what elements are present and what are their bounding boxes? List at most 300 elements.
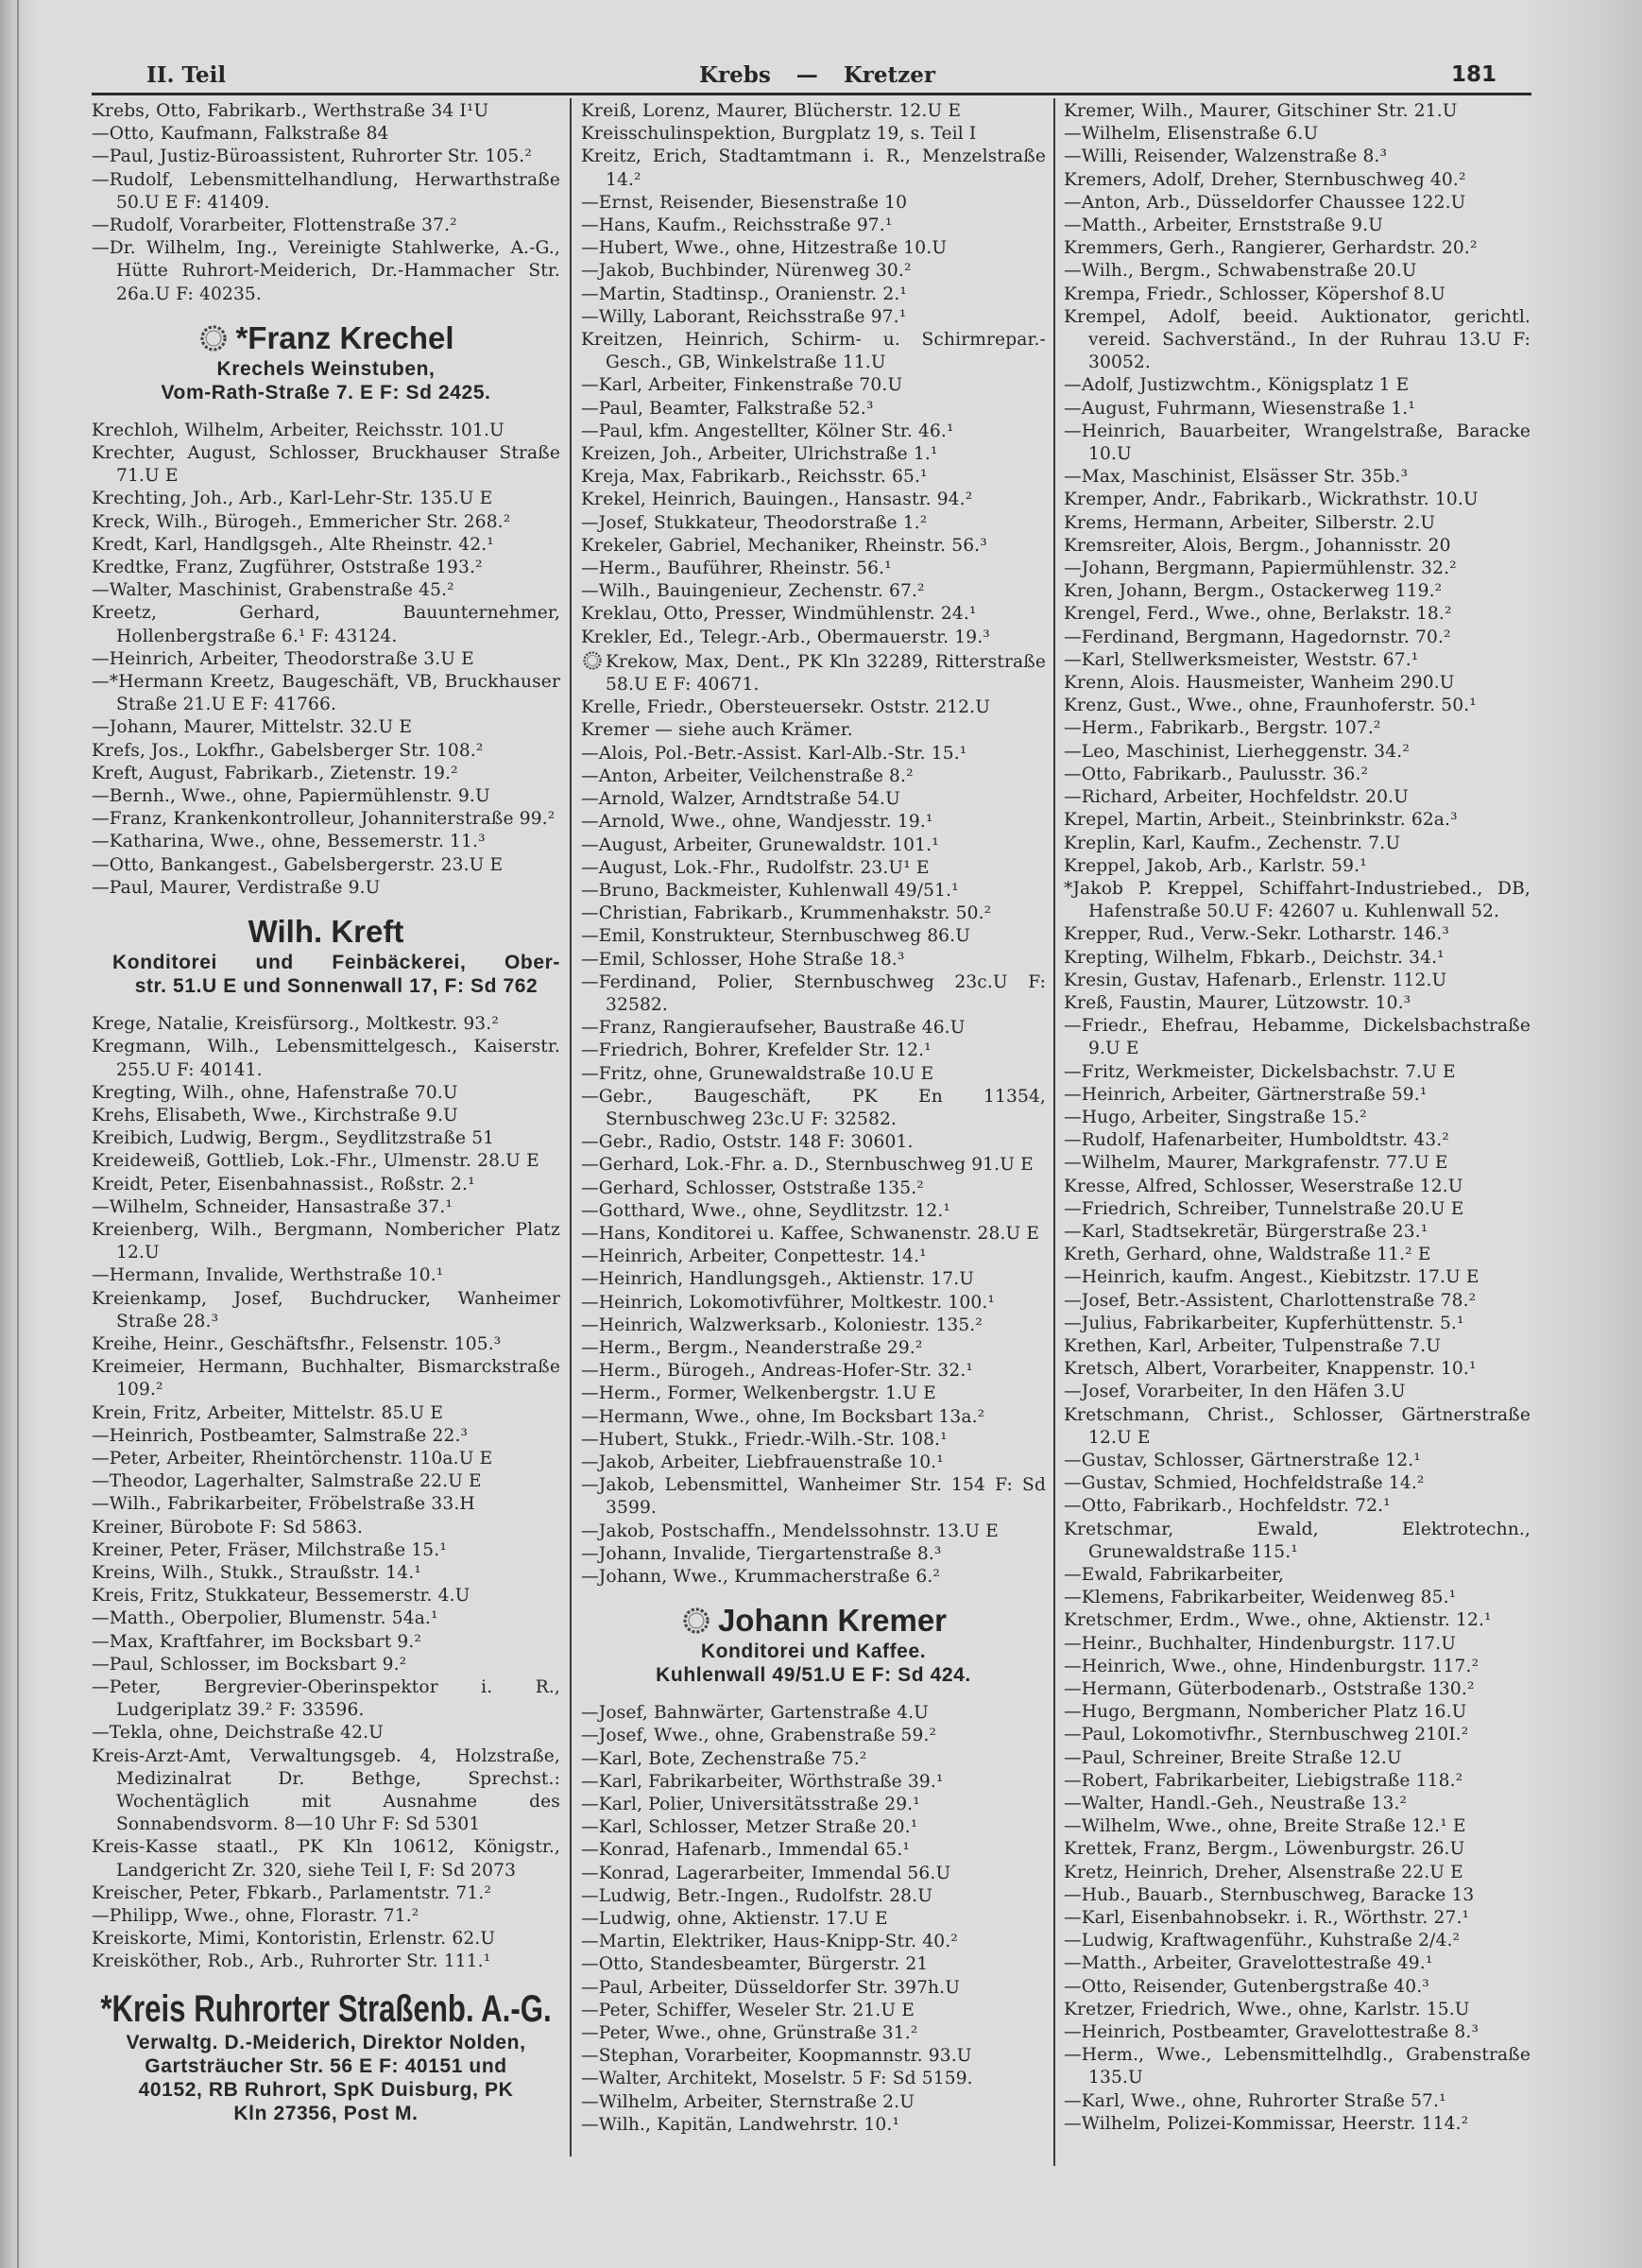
- entry-text: Kretsch, Albert, Vorarbeiter, Knappenstr. 10.¹: [1064, 1359, 1477, 1380]
- page-binding-edge: [17, 0, 19, 2268]
- entry-text: Kreitzen, Heinrich, Schirm- u. Schirmrepar.-Gesch., GB, Winkelstraße 11.U: [581, 330, 1046, 373]
- directory-entry: [1064, 1609, 1531, 1632]
- entry-text: —Ewald, Fabrikarbeiter,: [1064, 1565, 1285, 1585]
- directory-entry: [581, 603, 1046, 626]
- entry-text: —Fritz, ohne, Grunewaldstraße 10.U E: [581, 1063, 934, 1084]
- directory-entry: [1064, 1107, 1531, 1129]
- entry-text: Kreizen, Joh., Arbeiter, Ulrichstraße 1.¹: [581, 444, 938, 465]
- entry-text: Kreisköther, Rob., Arb., Ruhrorter Str. 111.¹: [92, 1951, 491, 1972]
- directory-entry: [92, 1219, 560, 1264]
- directory-entry: [1064, 786, 1531, 809]
- entry-text: —Anton, Arbeiter, Veilchenstraße 8.²: [581, 765, 914, 786]
- entry-text: —August, Lok.-Fhr., Rudolfstr. 23.U¹ E: [581, 857, 930, 878]
- entry-text: Kreibich, Ludwig, Bergm., Seydlitzstraße 51: [92, 1128, 495, 1149]
- directory-entry: [581, 1383, 1046, 1405]
- entry-text: —Johann, Maurer, Mittelstr. 32.U E: [92, 717, 413, 738]
- directory-entry: [581, 1063, 1046, 1086]
- directory-entry: [581, 421, 1046, 443]
- entry-text: —Karl, Schlosser, Metzer Straße 20.¹: [581, 1817, 918, 1838]
- directory-entry: [1064, 1221, 1531, 1244]
- entry-text: —Walter, Maschinist, Grabenstraße 45.²: [92, 580, 454, 601]
- entry-text: —Wilhelm, Arbeiter, Sternstraße 2.U: [581, 2091, 915, 2112]
- entry-text: Krenn, Alois. Hausmeister, Wanheim 290.U: [1064, 673, 1455, 694]
- directory-entry: [1064, 1152, 1531, 1175]
- directory-entry: [1064, 1999, 1531, 2021]
- directory-entry: [1064, 466, 1531, 489]
- entry-text: Kremer — siehe auch Krämer.: [581, 720, 853, 741]
- entry-text: —Paul, Maurer, Verdistraße 9.U: [92, 877, 381, 898]
- advertisement-line: Vom-Rath-Straße 7. E F: Sd 2425.: [161, 381, 491, 404]
- directory-entry: [92, 169, 560, 215]
- entry-text: Kretschmann, Christ., Schlosser, Gärtnerstraße 12.U E: [1064, 1404, 1531, 1448]
- entry-text: —Heinrich, Postbeamter, Gravelottestraße 8.³: [1064, 2022, 1480, 2043]
- directory-entry: [1064, 192, 1531, 215]
- directory-entry: [1064, 1358, 1531, 1381]
- directory-entry: [1064, 1176, 1531, 1198]
- entry-text: —Bernh., Wwe., ohne, Papiermühlenstr. 9.U: [92, 786, 490, 807]
- directory-entry: [1064, 215, 1531, 237]
- entry-text: —Wilh., Kapitän, Landwehrstr. 10.¹: [581, 2114, 900, 2135]
- directory-entry: [581, 880, 1046, 902]
- advertisement-title-text: *Franz Krechel: [235, 319, 454, 355]
- entry-text: —Herm., Bürogeh., Andreas-Hofer-Str. 32.¹: [581, 1361, 974, 1382]
- entry-text: —Friedrich, Bohrer, Krefelder Str. 12.¹: [581, 1040, 932, 1061]
- directory-entry: [1064, 1930, 1531, 1952]
- directory-entry: [1064, 627, 1531, 649]
- directory-entry: [1064, 1335, 1531, 1358]
- directory-entry: [581, 1885, 1046, 1908]
- entry-text: —Paul, Lokomotivfhr., Sternbuschweg 210I.²: [1064, 1725, 1469, 1745]
- entry-text: —Gustav, Schmied, Hochfeldstraße 14.²: [1064, 1473, 1425, 1494]
- entry-text: Kreiner, Bürobote F: Sd 5863.: [92, 1517, 364, 1538]
- directory-entry: [1064, 2090, 1531, 2113]
- directory-entry: [92, 1448, 560, 1470]
- column-divider: [1053, 98, 1055, 2166]
- entry-text: —Peter, Bergrevier-Oberinspektor i. R., Ludgeriplatz 39.² F: 33596.: [92, 1676, 560, 1721]
- entry-text: Kreft, August, Fabrikarb., Zietenstr. 19.²: [92, 763, 458, 783]
- directory-entry: [92, 1105, 560, 1127]
- entry-text: —Ludwig, Betr.-Ingen., Rudolfstr. 28.U: [581, 1885, 933, 1906]
- directory-entry: [581, 1223, 1046, 1246]
- directory-entry: [581, 215, 1046, 237]
- entry-text: Kregmann, Wilh., Lebensmittelgesch., Kaiserstr. 255.U F: 40141.: [92, 1037, 560, 1080]
- directory-entry: [1064, 603, 1531, 626]
- entry-text: Krekler, Ed., Telegr.-Arb., Obermauerstr. 19.³: [581, 627, 990, 647]
- entry-text: —Johann, Bergmann, Papiermühlenstr. 32.²: [1064, 558, 1457, 579]
- entry-text: —Hub., Bauarb., Sternbuschweg, Baracke 13: [1064, 1884, 1475, 1905]
- directory-entry: [92, 1722, 560, 1744]
- entry-text: —Heinrich, Lokomotivführer, Moltkestr. 100.¹: [581, 1292, 995, 1313]
- directory-entry: [92, 488, 560, 510]
- page-number: 181: [1451, 62, 1497, 87]
- entry-text: —Gebr., Baugeschäft, PK En 11354, Sternbuschweg 23c.U F: 32582.: [581, 1086, 1046, 1129]
- entry-text: —August, Fuhrmann, Wiesenstraße 1.¹: [1064, 398, 1415, 419]
- entry-text: —Jakob, Buchbinder, Nürenweg 30.²: [581, 261, 912, 282]
- entry-text: —Katharina, Wwe., ohne, Bessemerstr. 11.³: [92, 832, 486, 852]
- directory-entry: [581, 374, 1046, 397]
- directory-entry: [581, 1748, 1046, 1771]
- directory-entry: [581, 1246, 1046, 1268]
- entry-text: Krempel, Adolf, beeid. Auktionator, gerichtl. vereid. Sachverständ., In der Ruhrau 13.U F: 30052.: [1064, 306, 1531, 373]
- directory-entry: [581, 1521, 1046, 1543]
- directory-entry: [1064, 284, 1531, 306]
- entry-text: Kreth, Gerhard, ohne, Waldstraße 11.² E: [1064, 1245, 1431, 1265]
- directory-entry: [1064, 1266, 1531, 1289]
- directory-entry: [581, 1040, 1046, 1062]
- directory-entry: [1064, 809, 1531, 832]
- directory-entry: [92, 785, 560, 808]
- directory-entry: [1064, 1290, 1531, 1313]
- directory-entry: [1064, 374, 1531, 397]
- entry-text: —Jakob, Arbeiter, Liebfrauenstraße 10.¹: [581, 1452, 944, 1472]
- directory-entry: [581, 2000, 1046, 2022]
- directory-entry: [92, 1950, 560, 1973]
- directory-entry: [92, 1174, 560, 1196]
- entry-text: —Herm., Fabrikarb., Bergstr. 107.²: [1064, 718, 1381, 739]
- directory-entry: [581, 146, 1046, 191]
- entry-text: —Karl, Wwe., ohne, Ruhrorter Straße 57.¹: [1064, 2090, 1446, 2111]
- directory-entry: [581, 1268, 1046, 1291]
- directory-entry: [92, 1082, 560, 1105]
- entry-text: —Heinr., Buchhalter, Hindenburgstr. 117.U: [1064, 1633, 1457, 1654]
- advertisement: [92, 1987, 560, 2125]
- entry-text: —Paul, Schlosser, im Bocksbart 9.²: [92, 1654, 407, 1675]
- directory-entry: [92, 1882, 560, 1905]
- directory-entry: [1064, 1450, 1531, 1472]
- directory-entry: [581, 1406, 1046, 1429]
- entry-text: Kredt, Karl, Handlgsgeh., Alte Rheinstr. 42.¹: [92, 534, 494, 555]
- entry-text: —Herm., Wwe., Lebensmittelhdlg., Grabenstraße 135.U: [1064, 2045, 1531, 2088]
- entry-text: —Karl, Eisenbahnobsekr. i. R., Wörthstr. 27.¹: [1064, 1908, 1470, 1929]
- directory-entry: [581, 489, 1046, 511]
- directory-entry: [581, 1017, 1046, 1040]
- entry-text: —Martin, Elektriker, Haus-Knipp-Str. 40.²: [581, 1932, 958, 1952]
- entry-text: —Konrad, Hafenarb., Immendal 65.¹: [581, 1840, 911, 1861]
- entry-text: —Wilh., Bergm., Schwabenstraße 20.U: [1064, 261, 1417, 282]
- entry-text: —Gustav, Schlosser, Gärtnerstraße 12.¹: [1064, 1450, 1421, 1470]
- entry-text: Krechloh, Wilhelm, Arbeiter, Reichsstr. 101.U: [92, 420, 505, 440]
- advertisement-line: Konditorei und Feinbäckerei, Ober-: [112, 952, 560, 974]
- directory-entry: [581, 1360, 1046, 1383]
- directory-entry: [92, 1517, 560, 1539]
- entry-text: —Heinrich, kaufm. Angest., Kiebitzstr. 17.U E: [1064, 1267, 1480, 1288]
- entry-text: —Adolf, Justizwchtm., Königsplatz 1 E: [1064, 375, 1410, 396]
- entry-text: —Alois, Pol.-Betr.-Assist. Karl-Alb.-Str. 15.¹: [581, 743, 967, 764]
- directory-entry: [92, 237, 560, 306]
- directory-entry: [581, 2068, 1046, 2090]
- directory-entry: [92, 1127, 560, 1150]
- column-divider: [570, 98, 572, 2156]
- directory-entry: [1064, 1587, 1531, 1609]
- advertisement-title-text: Johann Kremer: [717, 1603, 948, 1639]
- directory-entry: [1064, 672, 1531, 695]
- entry-text: Krein, Fritz, Arbeiter, Mittelstr. 85.U E: [92, 1402, 444, 1423]
- entry-text: Kreienberg, Wilh., Bergmann, Nombericher Platz 12.U: [92, 1219, 560, 1263]
- entry-text: —Karl, Fabrikarbeiter, Wörthstraße 39.¹: [581, 1771, 944, 1792]
- entry-text: —Wilhelm, Schneider, Hansastraße 37.¹: [92, 1196, 453, 1217]
- entry-text: —Ferdinand, Polier, Sternbuschweg 23c.U F: 32582.: [581, 971, 1046, 1015]
- entry-text: Kreplin, Karl, Kaufm., Zechenstr. 7.U: [1064, 833, 1401, 853]
- directory-entry: [581, 1429, 1046, 1452]
- directory-entry: [581, 2091, 1046, 2114]
- entry-text: —August, Arbeiter, Grunewaldstr. 101.¹: [581, 834, 939, 855]
- entry-text: —Herm., Former, Welkenbergstr. 1.U E: [581, 1383, 936, 1404]
- entry-text: —Emil, Schlosser, Hohe Straße 18.³: [581, 949, 905, 970]
- entry-text: Krepel, Martin, Arbeit., Steinbrinkstr. 62a.³: [1064, 810, 1458, 831]
- directory-entry: [92, 1631, 560, 1654]
- directory-entry: [92, 146, 560, 168]
- directory-entry: [1064, 558, 1531, 580]
- entry-text: —Hugo, Arbeiter, Singstraße 15.²: [1064, 1107, 1367, 1127]
- directory-entry: [92, 808, 560, 831]
- entry-text: —Emil, Konstrukteur, Sternbuschweg 86.U: [581, 926, 971, 947]
- entry-text: Kreienkamp, Josef, Buchdrucker, Wanheimer Straße 28.³: [92, 1288, 560, 1332]
- directory-entry: [1064, 146, 1531, 168]
- directory-entry: [1064, 923, 1531, 946]
- directory-entry: [1064, 1061, 1531, 1084]
- directory-entry: [92, 1196, 560, 1219]
- entry-text: Krehs, Elisabeth, Wwe., Kirchstraße 9.U: [92, 1105, 458, 1125]
- entry-text: Kreitz, Erich, Stadtamtmann i. R., Menzelstraße 14.²: [581, 146, 1046, 190]
- column-middle: [581, 100, 1046, 2137]
- directory-entry: [92, 1264, 560, 1287]
- directory-entry: [581, 1200, 1046, 1223]
- entry-text: —Max, Maschinist, Elsässer Str. 35b.³: [1064, 467, 1409, 488]
- entry-text: —Heinrich, Wwe., ohne, Hindenburgstr. 117.²: [1064, 1656, 1480, 1676]
- entry-text: Krebs, Otto, Fabrikarb., Werthstraße 34 I¹U: [92, 101, 489, 121]
- entry-text: Krengel, Ferd., Wwe., ohne, Berlakstr. 18.²: [1064, 604, 1452, 625]
- entry-text: —Anton, Arb., Düsseldorfer Chaussee 122.U: [1064, 192, 1466, 213]
- directory-entry: [92, 442, 560, 488]
- entry-text: —Josef, Wwe., ohne, Grabenstraße 59.²: [581, 1726, 937, 1746]
- directory-entry: [1064, 717, 1531, 740]
- directory-entry: [92, 1676, 560, 1722]
- directory-entry: [581, 2114, 1046, 2137]
- entry-text: —Peter, Wwe., ohne, Grünstraße 31.²: [581, 2023, 918, 2044]
- directory-entry: [581, 443, 1046, 466]
- advertisement-line: Gartsträucher Str. 56 E F: 40151 und: [145, 2054, 507, 2077]
- directory-entry: [1064, 1244, 1531, 1266]
- entry-text: —Rudolf, Hafenarbeiter, Humboldtstr. 43.²: [1064, 1130, 1449, 1151]
- entry-text: —Walter, Architekt, Moselstr. 5 F: Sd 5159.: [581, 2069, 973, 2089]
- entry-text: —Christian, Fabrikarb., Krummenhakstr. 50.²: [581, 903, 992, 924]
- directory-entry: [581, 949, 1046, 971]
- entry-text: Kretschmar, Ewald, Elektrotechn., Grunewaldstraße 115.¹: [1064, 1519, 1531, 1562]
- directory-entry: [581, 743, 1046, 765]
- entry-text: Kreihe, Heinr., Geschäftsfhr., Felsenstr. 105.³: [92, 1333, 502, 1354]
- entry-text: —Peter, Arbeiter, Rheintörchenstr. 110a.U E: [92, 1448, 493, 1469]
- entry-text: Krekel, Heinrich, Bauingen., Hansastr. 94.²: [581, 490, 973, 510]
- directory-entry: [1064, 1793, 1531, 1815]
- directory-entry: [581, 1543, 1046, 1566]
- directory-entry: [581, 902, 1046, 925]
- directory-entry: [92, 1150, 560, 1173]
- entry-text: Kregting, Wilh., ohne, Hafenstraße 70.U: [92, 1082, 458, 1103]
- directory-entry: [581, 260, 1046, 283]
- entry-text: —Paul, Beamter, Falkstraße 52.³: [581, 398, 874, 419]
- page-range-heading: [699, 62, 935, 88]
- directory-entry: [1064, 649, 1531, 672]
- directory-entry: [92, 123, 560, 146]
- advertisement-line: 40152, RB Ruhrort, SpK Duisburg, PK: [138, 2078, 514, 2101]
- entry-text: Kreiß, Lorenz, Maurer, Blücherstr. 12.U E: [581, 101, 962, 121]
- entry-text: —Friedr., Ehefrau, Hebamme, Dickelsbachstraße 9.U E: [1064, 1016, 1531, 1059]
- column-right: [1064, 100, 1531, 2136]
- entry-text: Krelle, Friedr., Obersteuersekr. Oststr. 212.U: [581, 697, 991, 718]
- entry-text: Kremer, Wilh., Maurer, Gitschiner Str. 21.U: [1064, 101, 1458, 121]
- directory-entry: [581, 558, 1046, 580]
- entry-text: —Heinrich, Postbeamter, Salmstraße 22.³: [92, 1425, 469, 1446]
- entry-text: —Otto, Fabrikarb., Paulusstr. 36.²: [1064, 764, 1369, 784]
- directory-entry: [581, 1908, 1046, 1931]
- entry-text: —Friedrich, Schreiber, Tunnelstraße 20.U E: [1064, 1198, 1464, 1219]
- entry-text: Kreischer, Peter, Fbkarb., Parlamentstr. 71.²: [92, 1882, 492, 1903]
- directory-entry: [1064, 1952, 1531, 1975]
- entry-text: Kreja, Max, Fabrikarb., Reichsstr. 65.¹: [581, 467, 928, 488]
- entry-text: Krekeler, Gabriel, Mechaniker, Rheinstr. 56.³: [581, 535, 987, 556]
- range-start: Krebs: [699, 62, 771, 88]
- entry-text: —Franz, Krankenkontrolleur, Johanniterstraße 99.²: [92, 809, 556, 830]
- range-separator: —: [795, 62, 818, 88]
- directory-entry: [1064, 1907, 1531, 1930]
- directory-entry: [1064, 1084, 1531, 1107]
- advertisement-line: Krechels Weinstuben,: [216, 357, 436, 380]
- entry-text: —Otto, Fabrikarb., Hochfeldstr. 72.¹: [1064, 1496, 1391, 1517]
- entry-text: —Wilhelm, Maurer, Markgrafenstr. 77.U E: [1064, 1153, 1448, 1174]
- entry-text: Krechter, August, Schlosser, Bruckhauser Straße 71.U E: [92, 443, 560, 487]
- entry-text: Kreidt, Peter, Eisenbahnassist., Roßstr. 2.¹: [92, 1174, 475, 1194]
- directory-entry: [1064, 1129, 1531, 1152]
- entry-text: —Jakob, Postschaffn., Mendelssohnstr. 13.U E: [581, 1521, 999, 1541]
- entry-text: —Ludwig, ohne, Aktienstr. 17.U E: [581, 1909, 888, 1930]
- entry-text: —Paul, Justiz-Büroassistent, Ruhrorter Str. 105.²: [92, 146, 532, 167]
- entry-text: —Martin, Stadtinsp., Oranienstr. 2.¹: [581, 284, 907, 304]
- advertisement-title: [92, 319, 560, 357]
- entry-text: —Paul, kfm. Angestellter, Kölner Str. 46.¹: [581, 421, 954, 441]
- entry-text: Krepting, Wilhelm, Fbkarb., Deichstr. 34.¹: [1064, 947, 1445, 968]
- directory-entry: [581, 580, 1046, 603]
- advertisement-title-text: *Kreis Ruhrorter Straßenb. A.-G.: [100, 1987, 552, 2030]
- entry-text: —Bruno, Backmeister, Kuhlenwall 49/51.¹: [581, 880, 959, 901]
- directory-entry: [92, 1013, 560, 1036]
- directory-entry: [581, 306, 1046, 329]
- entry-text: Krekow, Max, Dent., PK Kln 32289, Ritterstraße 58.U E F: 40671.: [606, 651, 1046, 696]
- entry-text: Kredtke, Franz, Zugführer, Oststraße 193.²: [92, 558, 483, 578]
- entry-text: —Ferdinand, Bergmann, Hagedornstr. 70.²: [1064, 627, 1451, 647]
- directory-entry: [581, 123, 1046, 146]
- directory-entry: [92, 1905, 560, 1928]
- entry-text: —Jakob, Lebensmittel, Wanheimer Str. 154 F: Sd 3599.: [581, 1475, 1046, 1519]
- directory-entry: [1064, 1838, 1531, 1861]
- entry-text: Kremmers, Gerh., Rangierer, Gerhardstr. 20.²: [1064, 238, 1478, 259]
- entry-text: —Herm., Bergm., Neanderstraße 29.²: [581, 1337, 923, 1358]
- directory-entry: [1064, 1404, 1531, 1450]
- directory-entry: [581, 925, 1046, 948]
- entry-text: —Tekla, ohne, Deichstraße 42.U: [92, 1723, 384, 1744]
- entry-text: —Hubert, Stukk., Friedr.-Wilh.-Str. 108.¹: [581, 1429, 948, 1450]
- advertisement-line: Verwaltg. D.-Meiderich, Direktor Nolden,: [126, 2031, 526, 2053]
- header-rule: [92, 93, 1531, 95]
- directory-entry: [92, 511, 560, 534]
- directory-entry: [1064, 1701, 1531, 1724]
- directory-entry: [581, 857, 1046, 880]
- entry-text: —*Hermann Kreetz, Baugeschäft, VB, Bruckhauser Straße 21.U E F: 41766.: [92, 672, 560, 715]
- directory-entry: [581, 2022, 1046, 2045]
- entry-text: —Matth., Arbeiter, Gravelottestraße 49.¹: [1064, 1953, 1433, 1974]
- entry-text: —Julius, Fabrikarbeiter, Kupferhüttenstr. 5.¹: [1064, 1313, 1464, 1333]
- directory-entry: [1064, 1519, 1531, 1564]
- directory-entry: [581, 1816, 1046, 1839]
- directory-entry: [1064, 2044, 1531, 2089]
- entry-text: —Karl, Arbeiter, Finkenstraße 70.U: [581, 375, 903, 396]
- directory-entry: [92, 671, 560, 716]
- entry-text: —Peter, Schiffer, Weseler Str. 21.U E: [581, 2000, 915, 2020]
- entry-text: —Leo, Maschinist, Lierheggenstr. 34.²: [1064, 741, 1410, 762]
- directory-entry: [581, 398, 1046, 421]
- directory-entry: [1064, 1976, 1531, 1999]
- entry-text: Kreideweiß, Gottlieb, Lok.-Fhr., Ulmenstr. 28.U E: [92, 1151, 539, 1172]
- directory-entry: [92, 100, 560, 123]
- entry-text: Kresin, Gustav, Hafenarb., Erlenstr. 112.U: [1064, 970, 1447, 990]
- entry-text: —Gotthard, Wwe., ohne, Seydlitzstr. 12.¹: [581, 1200, 951, 1221]
- entry-text: —Paul, Schreiner, Breite Straße 12.U: [1064, 1747, 1402, 1768]
- entry-text: —Johann, Wwe., Krummacherstraße 6.²: [581, 1567, 940, 1587]
- entry-text: Kretz, Heinrich, Dreher, Alsenstraße 22.U E: [1064, 1862, 1463, 1882]
- directory-entry: [1064, 878, 1531, 923]
- entry-text: —Paul, Arbeiter, Düsseldorfer Str. 397h.U: [581, 1977, 961, 1998]
- entry-text: —Willy, Laborant, Reichsstraße 97.¹: [581, 306, 907, 327]
- entry-text: Krege, Natalie, Kreisfürsorg., Moltkestr. 93.²: [92, 1014, 499, 1035]
- directory-entry: [581, 1725, 1046, 1747]
- directory-entry: [581, 1086, 1046, 1131]
- directory-entry: [581, 1771, 1046, 1794]
- entry-text: —Gerhard, Lok.-Fhr. a. D., Sternbuschweg 91.U E: [581, 1155, 1034, 1176]
- directory-entry: [1064, 855, 1531, 878]
- directory-entry: [92, 763, 560, 785]
- entry-text: Kremper, Andr., Fabrikarb., Wickrathstr. 10.U: [1064, 490, 1479, 510]
- entry-text: Krethen, Karl, Arbeiter, Tulpenstraße 7.U: [1064, 1335, 1442, 1356]
- column-left: [92, 100, 560, 2140]
- directory-entry: [92, 1562, 560, 1585]
- directory-entry: [581, 971, 1046, 1017]
- advertisement: [92, 913, 560, 998]
- entry-text: —Josef, Stukkateur, Theodorstraße 1.²: [581, 512, 928, 533]
- entry-text: —Klemens, Fabrikarbeiter, Weidenweg 85.¹: [1064, 1588, 1457, 1608]
- entry-text: —Wilhelm, Elisenstraße 6.U: [1064, 124, 1319, 145]
- entry-text: —Max, Kraftfahrer, im Bocksbart 9.²: [92, 1631, 422, 1652]
- directory-entry: [92, 1607, 560, 1630]
- directory-entry: [581, 765, 1046, 788]
- entry-text: Kreisschulinspektion, Burgplatz 19, s. Teil I: [581, 124, 977, 145]
- entry-text: —Wilhelm, Polizei-Kommissar, Heerstr. 114.²: [1064, 2113, 1469, 2134]
- entry-text: Krems, Hermann, Arbeiter, Silberstr. 2.U: [1064, 512, 1436, 533]
- directory-entry: [1064, 1015, 1531, 1060]
- entry-text: —Otto, Bankangest., Gabelsbergerstr. 23.U E: [92, 854, 504, 875]
- directory-entry: [1064, 1198, 1531, 1221]
- directory-entry: [581, 512, 1046, 535]
- directory-entry: [1064, 833, 1531, 855]
- entry-text: *Jakob P. Kreppel, Schiffahrt-Industriebed., DB, Hafenstraße 50.U F: 42607 u. Kuhlenwall 52.: [1064, 878, 1531, 922]
- directory-entry: [92, 854, 560, 877]
- directory-entry: [581, 649, 1046, 696]
- entry-text: Kreiskorte, Mimi, Kontoristin, Erlenstr. 62.U: [92, 1929, 496, 1950]
- entry-text: —Richard, Arbeiter, Hochfeldstr. 20.U: [1064, 787, 1409, 808]
- directory-entry: [92, 602, 560, 647]
- entry-text: —Heinrich, Walzwerksarb., Koloniestr. 135.²: [581, 1314, 983, 1335]
- directory-entry: [1064, 123, 1531, 146]
- directory-entry: [1064, 1862, 1531, 1884]
- directory-entry: [92, 534, 560, 557]
